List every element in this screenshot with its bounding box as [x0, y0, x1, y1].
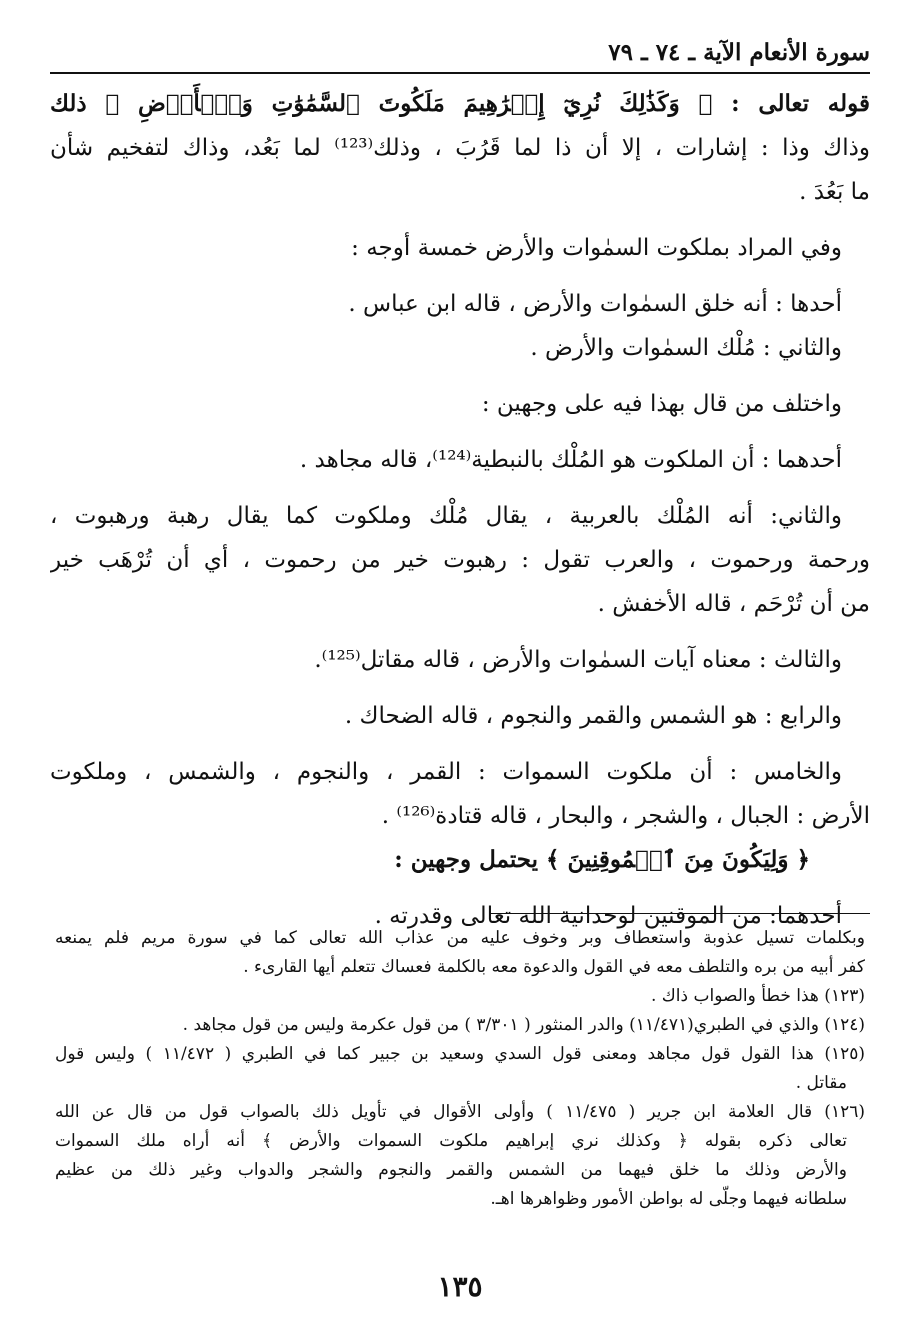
footnote-123: (١٢٣) هذا خطأ والصواب ذاك . [650, 986, 865, 1006]
text-line: أحدهما : أن الملكوت هو المُلْك بالنبطية⁽¹²⁴⁾، قاله مجاهد . [299, 447, 842, 473]
text-line: واختلف من قال بهذا فيه على وجهين : [481, 391, 842, 417]
text-line: وفي المراد بملكوت السمٰوات والأرض خمسة أوجه : [351, 235, 842, 261]
text-line: قوله تعالى : ﴿ وَكَذَٰلِكَ نُرِيٓ إِبۡرَٰهِيمَ مَلَكُوتَ ٱلسَّمَٰوَٰتِ وَٱلۡأَرۡضِ ﴾ ذلك [50, 90, 870, 117]
text-line: والثاني : مُلْك السمٰوات والأرض . [530, 335, 842, 361]
page-number: ١٣٥ [437, 1270, 483, 1303]
text-line: ﴿ وَلِيَكُونَ مِنَ ٱلۡمُوقِنِينَ ﴾ يحتمل وجهين : [394, 846, 810, 873]
text-line: والثالث : معناه آيات السمٰوات والأرض ، قاله مقاتل⁽¹²⁵⁾. [314, 647, 842, 673]
text-line: والرابع : هو الشمس والقمر والنجوم ، قاله الضحاك . [344, 703, 842, 729]
text-line: أحدهما: من الموقنين لوحدانية الله تعالى وقدرته . [374, 903, 842, 929]
footnote-126: (١٢٦) قال العلامة ابن جرير ( ١١/٤٧٥ ) وأولى الأقوال في تأويل ذلك بالصواب قول من قال عن الله [55, 1102, 865, 1122]
footnote-line: تعالى ذكره بقوله ﴿ وكذلك نري إبراهيم ملكوت السموات والأرض ﴾ أنه أراه ملك السموات [55, 1131, 847, 1151]
header-rule [50, 72, 870, 74]
text-line: وذاك وذا : إشارات ، إلا أن ذا لما قَرُبَ ، وذلك⁽¹²³⁾ لما بَعُد، وذاك لتفخيم شأن [50, 135, 870, 161]
text-line: ورحمة ورحموت ، والعرب تقول : رهبوت خير من رحموت ، أي أن تُرْهَب خير [50, 547, 870, 573]
footnote-line: مقاتل . [795, 1073, 847, 1093]
text-line: والثاني: أنه المُلْك بالعربية ، يقال مُلْك وملكوت كما يقال رهبة ورهبوت ، [50, 503, 842, 529]
text-line: ما بَعُدَ . [799, 179, 870, 205]
footnote-line: والأرض وذلك ما خلق فيهما من الشمس والقمر والنجوم والشجر والدواب وغير ذلك من عظيم [55, 1160, 847, 1180]
text-line: الأرض : الجبال ، والشجر ، والبحار ، قاله قتادة⁽¹²⁶⁾ . [381, 803, 870, 829]
text-line: أحدها : أنه خلق السمٰوات والأرض ، قاله ابن عباس . [348, 291, 842, 317]
text-line: من أن تُرْحَم ، قاله الأخفش . [597, 591, 870, 617]
footnote-125: (١٢٥) هذا القول قول مجاهد ومعنى قول السدي وسعيد بن جبير كما في الطبري ( ١١/٤٧٢ ) وليس قول [55, 1044, 865, 1064]
footnotes [55, 924, 865, 1214]
footnote-line: كفر أبيه من بره والتلطف معه في القول والدعوة معه بالكلمة فعساك تتعلم أيها القارىء . [243, 957, 865, 977]
footnote-line: وبكلمات تسيل عذوبة واستعطاف وبر وخوف عليه من عذاب الله تعالى كما في سورة مريم فلم يمنعه [55, 928, 865, 948]
footnote-line: سلطانه فيهما وجلّى له بواطن الأمور وظواهرها اهـ. [490, 1189, 847, 1209]
main-text [50, 82, 870, 938]
text-line: والخامس : أن ملكوت السموات : القمر ، والنجوم ، والشمس ، وملكوت [50, 759, 842, 785]
footnote-124: (١٢٤) والذي في الطبري(١١/٤٧١) والدر المنثور ( ٣/٣٠١ ) من قول عكرمة وليس من قول مجاهد . [182, 1015, 865, 1035]
running-header: سورة الأنعام الآية ـ ٧٤ ـ ٧٩ [608, 39, 870, 66]
footnote-separator [490, 913, 870, 914]
